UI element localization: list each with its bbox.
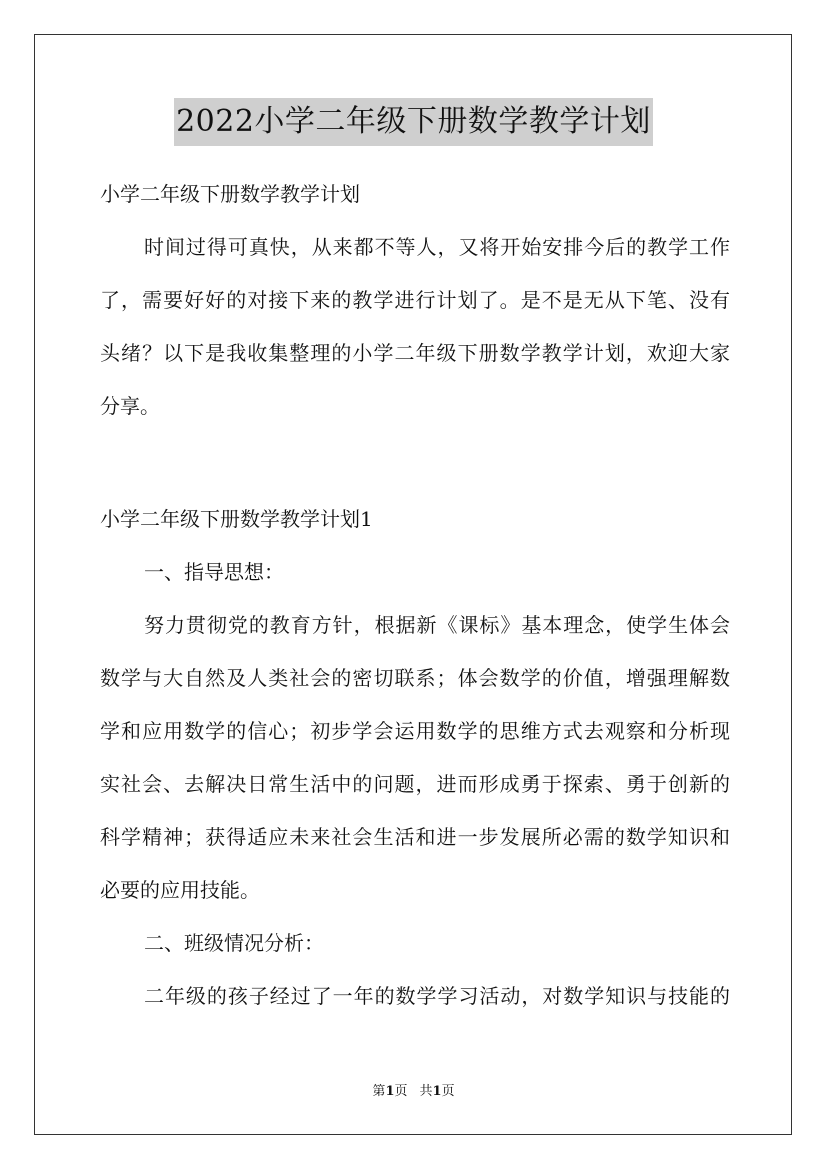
paragraph-line: 二年级的孩子经过了一年的数学学习活动，对数学知识与技能的 xyxy=(144,984,730,1008)
footer-total-prefix: 共 xyxy=(419,1084,433,1099)
footer-page-suffix: 页 xyxy=(394,1084,408,1099)
paragraph-line: 了，需要好好的对接下来的教学进行计划了。是不是无从下笔、没有 xyxy=(100,288,730,312)
paragraph-line: 头绪？以下是我收集整理的小学二年级下册数学教学计划，欢迎大家 xyxy=(100,341,730,365)
subtitle-line: 小学二年级下册数学教学计划 xyxy=(100,182,360,206)
paragraph-line: 时间过得可真快，从来都不等人，又将开始安排今后的教学工作 xyxy=(144,235,730,259)
paragraph-line: 实社会、去解决日常生活中的问题，进而形成勇于探索、勇于创新的 xyxy=(100,772,730,796)
paragraph-line: 必要的应用技能。 xyxy=(100,878,260,902)
footer-page-prefix: 第 xyxy=(372,1084,386,1099)
title-container xyxy=(0,98,827,146)
document-title: 2022小学二年级下册数学教学计划 xyxy=(174,98,653,146)
paragraph-line: 学和应用数学的信心；初步学会运用数学的思维方式去观察和分析现 xyxy=(100,719,730,743)
footer-total-suffix: 页 xyxy=(441,1084,455,1099)
paragraph-line: 努力贯彻党的教育方针，根据新《课标》基本理念，使学生体会 xyxy=(144,613,730,637)
subsection-heading: 二、班级情况分析： xyxy=(144,931,324,955)
paragraph-line: 分享。 xyxy=(100,394,160,418)
subsection-heading: 一、指导思想： xyxy=(144,560,284,584)
footer-page-number: 1 xyxy=(385,1084,395,1099)
paragraph-line: 科学精神；获得适应未来社会生活和进一步发展所必需的数学知识和 xyxy=(100,825,730,849)
paragraph-line: 数学与大自然及人类社会的密切联系；体会数学的价值，增强理解数 xyxy=(100,666,730,690)
footer-total-number: 1 xyxy=(432,1084,442,1099)
section-heading: 小学二年级下册数学教学计划1 xyxy=(100,507,373,531)
page-footer xyxy=(0,1083,827,1101)
